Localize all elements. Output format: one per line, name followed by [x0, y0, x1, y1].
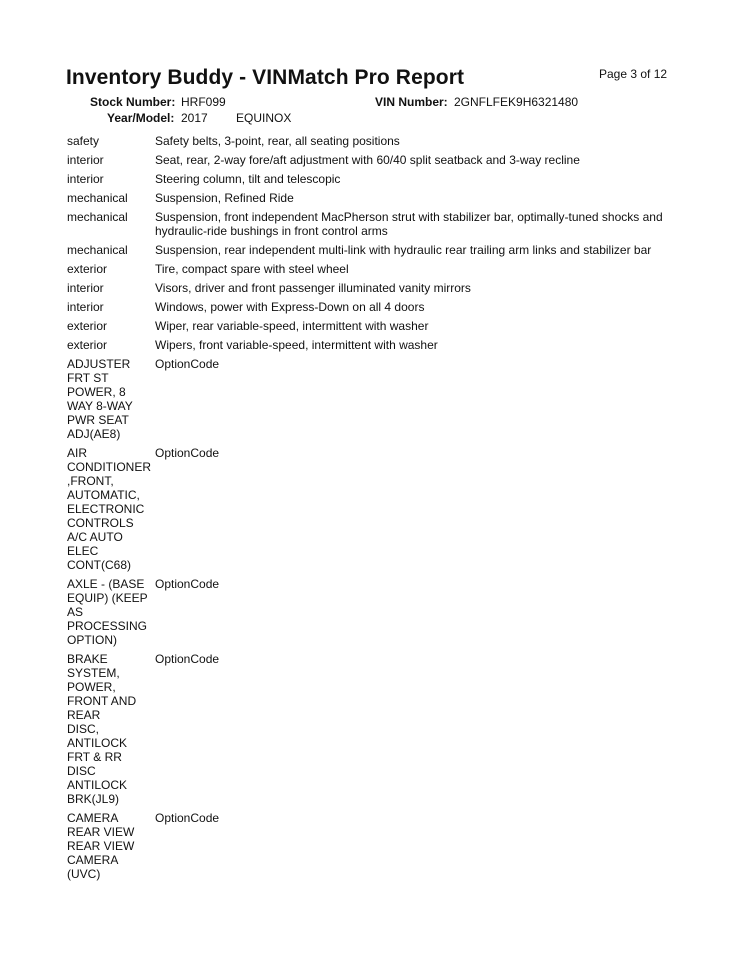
stock-number-value: HRF099	[181, 95, 226, 109]
vin-label: VIN Number:	[375, 95, 448, 109]
list-item	[67, 811, 677, 881]
list-item	[67, 338, 677, 352]
year-model-label: Year/Model:	[107, 111, 175, 125]
list-item	[67, 262, 677, 276]
item-category: ADJUSTER FRT ST POWER, 8 WAY 8-WAY PWR SEAT ADJ(AE8)	[67, 357, 133, 441]
item-category: interior	[67, 300, 104, 314]
item-category: BRAKE SYSTEM, POWER, FRONT AND REAR DISC, ANTILOCK FRT & RR DISC ANTILOCK BRK(JL9)	[67, 652, 137, 806]
item-category: exterior	[67, 338, 108, 352]
item-description: Windows, power with Express-Down on all 4 doors	[155, 300, 425, 314]
item-description: Wipers, front variable-speed, intermittent with washer	[155, 338, 438, 352]
item-category: exterior	[67, 262, 108, 276]
item-category: safety	[67, 134, 100, 148]
list-item	[67, 281, 677, 295]
item-category: interior	[67, 281, 104, 295]
list-item	[67, 210, 677, 238]
vin-value: 2GNFLFEK9H6321480	[454, 95, 579, 109]
list-item	[67, 191, 677, 205]
item-category: interior	[67, 172, 104, 186]
item-description: Steering column, tilt and telescopic	[155, 172, 341, 186]
year-value: 2017	[181, 111, 208, 125]
item-description: OptionCode	[155, 357, 220, 371]
list-item	[67, 652, 677, 806]
list-item	[67, 319, 677, 333]
item-description: OptionCode	[155, 811, 220, 825]
year-model-field	[107, 111, 292, 125]
report-title: Inventory Buddy - VINMatch Pro Report	[66, 66, 465, 89]
page-number: Page 3 of 12	[599, 67, 668, 81]
item-category: mechanical	[67, 191, 128, 205]
list-item	[67, 357, 677, 441]
item-description: OptionCode	[155, 446, 220, 460]
list-item	[67, 134, 677, 148]
stock-number-field	[90, 95, 226, 109]
item-description: OptionCode	[155, 652, 220, 666]
item-description: Tire, compact spare with steel wheel	[155, 262, 349, 276]
list-item	[67, 153, 677, 167]
list-item	[67, 446, 677, 572]
model-value: EQUINOX	[236, 111, 292, 125]
item-description: Suspension, rear independent multi-link with hydraulic rear trailing arm links and stabilizer bar	[155, 243, 652, 257]
list-item	[67, 577, 677, 647]
equipment-list	[67, 134, 677, 886]
item-category: exterior	[67, 319, 108, 333]
item-category: AIR CONDITIONER ,FRONT, AUTOMATIC, ELECTRONIC CONTROLS A/C AUTO ELEC CONT(C68)	[67, 446, 151, 572]
list-item	[67, 243, 677, 257]
list-item	[67, 172, 677, 186]
vin-field	[375, 95, 579, 109]
item-description: Wiper, rear variable-speed, intermittent with washer	[155, 319, 429, 333]
stock-number-label: Stock Number:	[90, 95, 176, 109]
item-category: mechanical	[67, 210, 128, 224]
item-description: Seat, rear, 2-way fore/aft adjustment with 60/40 split seatback and 3-way recline	[155, 153, 580, 167]
list-item	[67, 300, 677, 314]
item-description: Safety belts, 3-point, rear, all seating positions	[155, 134, 400, 148]
item-category: mechanical	[67, 243, 128, 257]
item-category: interior	[67, 153, 104, 167]
item-category: AXLE - (BASE EQUIP) (KEEP AS PROCESSING OPTION)	[67, 577, 148, 647]
item-description: Suspension, Refined Ride	[155, 191, 294, 205]
item-description: OptionCode	[155, 577, 220, 591]
item-category: CAMERA REAR VIEW REAR VIEW CAMERA (UVC)	[67, 811, 135, 881]
item-description: Visors, driver and front passenger illuminated vanity mirrors	[155, 281, 471, 295]
item-description: Suspension, front independent MacPherson strut with stabilizer bar, optimally-tuned shocks and hydraulic-ride bushings in front control arms	[155, 210, 663, 238]
